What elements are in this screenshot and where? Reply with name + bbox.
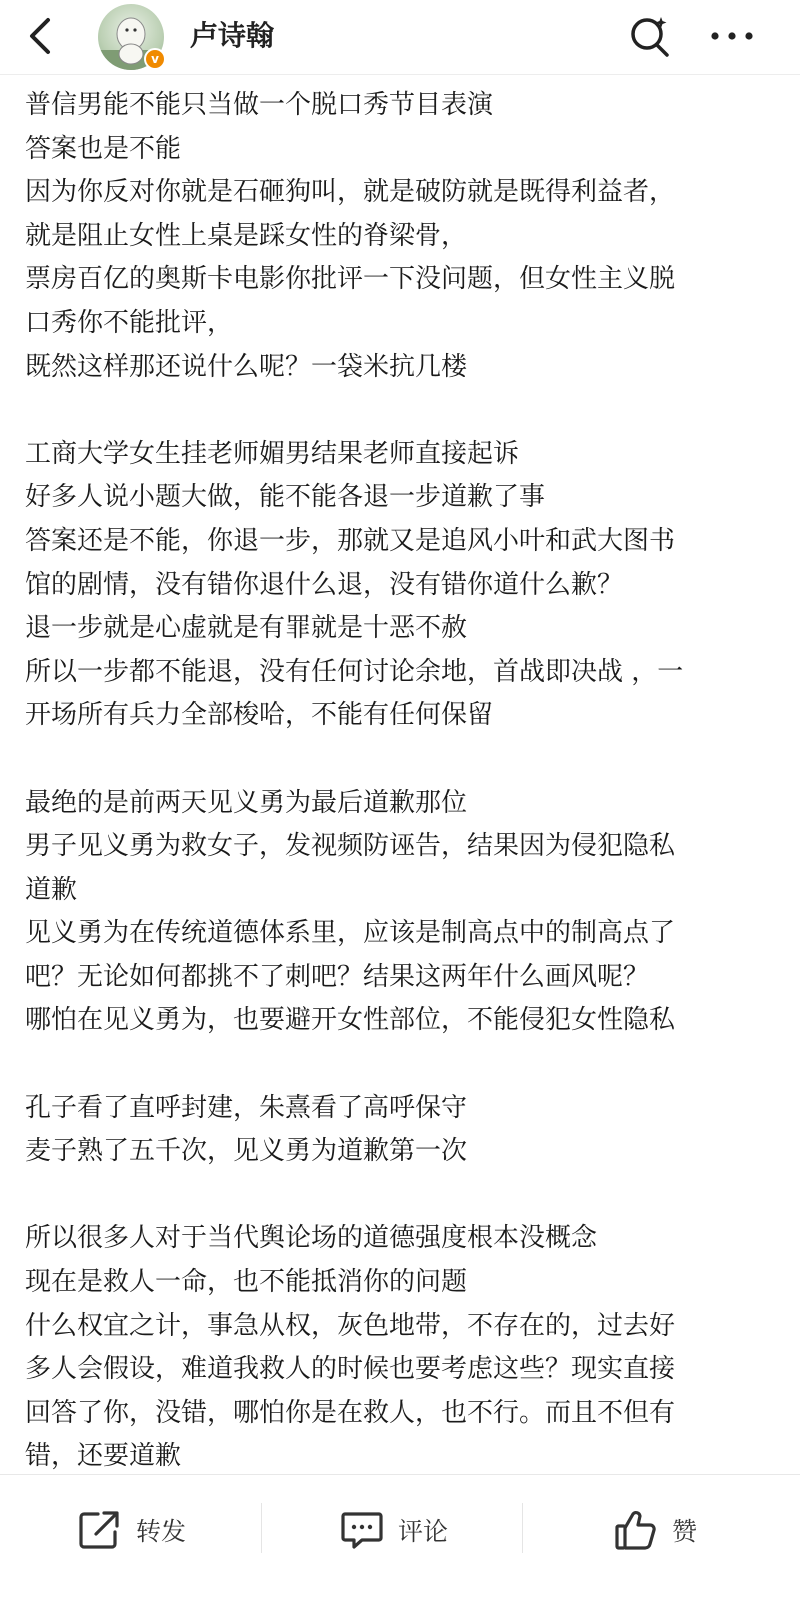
- bottom-action-bar: [0, 1474, 800, 1598]
- text-line: 答案也是不能: [25, 133, 182, 164]
- post-paragraph: [25, 84, 765, 389]
- top-bar: [0, 0, 800, 75]
- text-line: 见义勇为在传统道德体系里，应该是制高点中的制高点了: [25, 918, 676, 949]
- text-line: 馆的剧情，没有错你退什么退，没有错你道什么歉？: [25, 569, 624, 600]
- text-line: 普信男能不能只当做一个脱口秀节目表演: [25, 90, 494, 120]
- text-line: 工商大学女生挂老师媚男结果老师直接起诉: [25, 438, 520, 469]
- text-line: 吧？无论如何都挑不了刺吧？结果这两年什么画风呢？: [25, 961, 650, 992]
- text-line: 道歉: [25, 874, 78, 905]
- text-line: 所以很多人对于当代舆论场的道德强度根本没概念: [25, 1223, 598, 1254]
- like-button[interactable]: [614, 1475, 697, 1585]
- text-line: 答案还是不能，你退一步，那就又是追风小叶和武大图书: [25, 525, 676, 556]
- back-arrow-icon[interactable]: [22, 14, 62, 58]
- text-line: 因为你反对你就是石砸狗叫，就是破防就是既得利益者，: [25, 177, 676, 208]
- repost-button[interactable]: [78, 1475, 186, 1585]
- text-line: 孔子看了直呼封建，朱熹看了高呼保守: [25, 1092, 468, 1123]
- verified-badge: v: [144, 48, 166, 70]
- text-line: 开场所有兵力全部梭哈，不能有任何保留: [25, 700, 494, 731]
- comment-label: 评论: [398, 1517, 449, 1546]
- thumbs-up-icon: [614, 1509, 658, 1551]
- text-line: 错，还要道歉: [25, 1441, 182, 1472]
- more-icon[interactable]: [708, 18, 756, 54]
- text-line: 多人会假设，难道我救人的时候也要考虑这些？现实直接: [25, 1354, 676, 1385]
- text-line: 退一步就是心虚就是有罪就是十恶不赦: [25, 613, 468, 644]
- post-paragraph: [25, 1217, 765, 1479]
- text-line: 男子见义勇为救女子，发视频防诬告，结果因为侵犯隐私: [25, 831, 676, 862]
- post-paragraph: [25, 1087, 765, 1174]
- post-paragraph: [25, 782, 765, 1044]
- text-line: 既然这样那还说什么呢？一袋米抗几楼: [25, 351, 468, 382]
- post-paragraph: [25, 433, 765, 738]
- comment-icon: [340, 1510, 384, 1550]
- text-line: 口秀你不能批评，: [25, 307, 234, 338]
- like-label: 赞: [672, 1517, 698, 1546]
- text-line: 现在是救人一命，也不能抵消你的问题: [25, 1267, 468, 1298]
- text-line: 什么权宜之计，事急从权，灰色地带，不存在的，过去好: [25, 1310, 676, 1341]
- post-content: [25, 84, 765, 1479]
- divider: [261, 1503, 262, 1553]
- text-line: 票房百亿的奥斯卡电影你批评一下没问题，但女性主义脱: [25, 264, 676, 295]
- text-line: 麦子熟了五千次，见义勇为道歉第一次: [25, 1136, 468, 1167]
- text-line: 最绝的是前两天见义勇为最后道歉那位: [25, 787, 468, 818]
- text-line: 好多人说小题大做，能不能各退一步道歉了事: [25, 482, 546, 513]
- search-icon[interactable]: [628, 14, 672, 58]
- text-line: 就是阻止女性上桌是踩女性的脊梁骨，: [25, 220, 468, 251]
- text-line: 哪怕在见义勇为，也要避开女性部位，不能侵犯女性隐私: [25, 1005, 676, 1036]
- text-line: 所以一步都不能退，没有任何讨论余地，首战即决战 ，一: [25, 656, 684, 687]
- comment-button[interactable]: [340, 1475, 448, 1585]
- username[interactable]: 卢诗翰: [190, 19, 275, 52]
- text-line: 回答了你，没错，哪怕你是在救人，也不行。而且不但有: [25, 1397, 676, 1428]
- repost-label: 转发: [136, 1517, 187, 1546]
- divider: [522, 1503, 523, 1553]
- share-icon: [78, 1510, 122, 1550]
